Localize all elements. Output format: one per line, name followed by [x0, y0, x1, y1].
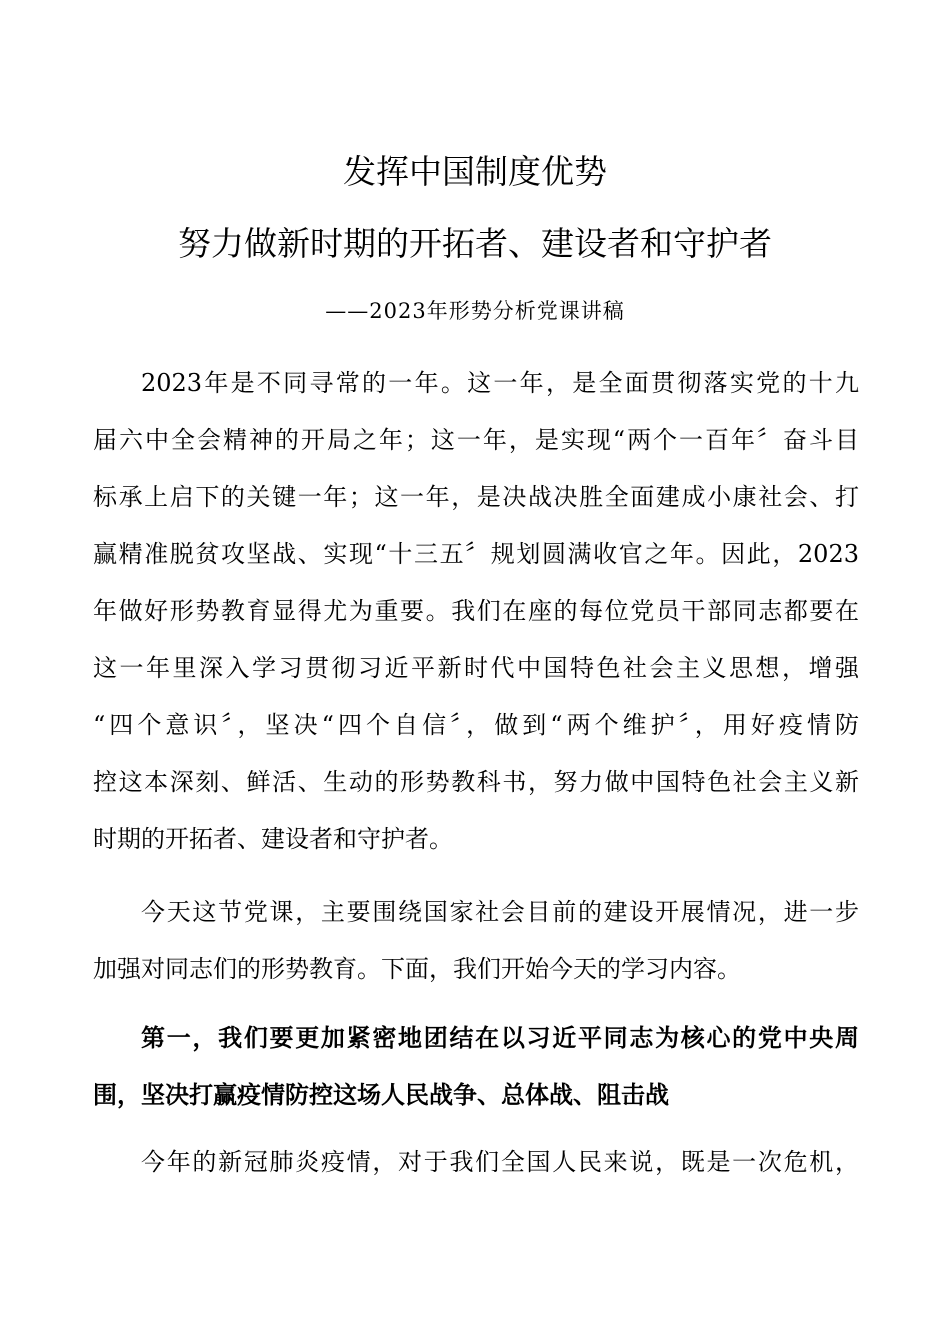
heading-line: 围，坚决打赢疫情防控这场人民战争、总体战、阻击战	[93, 1080, 669, 1109]
section-heading-1	[93, 1009, 859, 1123]
paragraph-line: 时期的开拓者、建设者和守护者。	[93, 825, 453, 853]
heading-line: 第一，我们要更加紧密地团结在以习近平同志为核心的党中央周	[141, 1023, 859, 1052]
paragraph-intro	[93, 355, 859, 868]
paragraph-line: 赢精准脱贫攻坚战、实现“十三五〞规划圆满收官之年。因此，2023	[93, 540, 859, 568]
document-title-line-2: 努力做新时期的开拓者、建设者和守护者	[178, 224, 772, 263]
paragraph-line: 今年的新冠肺炎疫情，对于我们全国人民来说，既是一次危机，	[141, 1148, 859, 1176]
paragraph-line: 这一年里深入学习贯彻习近平新时代中国特色社会主义思想，增强	[93, 654, 859, 682]
document-subtitle: ——2023年形势分析党课讲稿	[325, 299, 625, 323]
paragraph-line: 今天这节党课，主要围绕国家社会目前的建设开展情况，进一步	[141, 898, 859, 926]
paragraph-line: 年做好形势教育显得尤为重要。我们在座的每位党员干部同志都要在	[93, 597, 859, 625]
paragraph-line: 控这本深刻、鲜活、生动的形势教科书，努力做中国特色社会主义新	[93, 768, 859, 796]
paragraph-line: “四个意识〞，坚决“四个自信〞，做到“两个维护〞，用好疫情防	[93, 711, 859, 739]
paragraph-line: 2023年是不同寻常的一年。这一年，是全面贯彻落实党的十九	[141, 369, 859, 397]
paragraph-line: 届六中全会精神的开局之年；这一年，是实现“两个一百年〞奋斗目	[93, 426, 859, 454]
paragraph-lesson-intro	[93, 884, 859, 998]
paragraph-epidemic	[93, 1134, 859, 1191]
document-title-line-1: 发挥中国制度优势	[343, 152, 607, 191]
paragraph-line: 标承上启下的关键一年；这一年，是决战决胜全面建成小康社会、打	[93, 483, 859, 511]
paragraph-line: 加强对同志们的形势教育。下面，我们开始今天的学习内容。	[93, 955, 741, 983]
